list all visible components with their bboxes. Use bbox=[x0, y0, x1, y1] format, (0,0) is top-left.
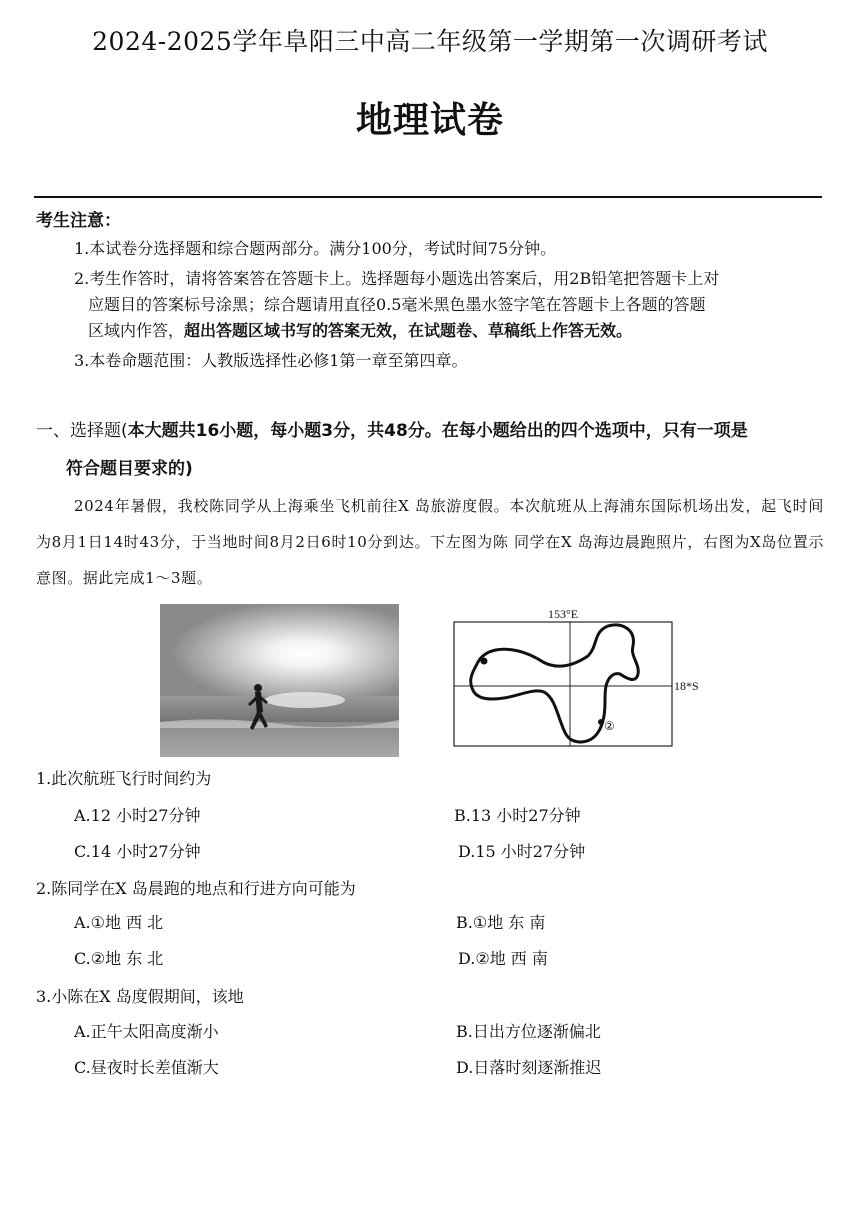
notice-item-1: 1.本试卷分选择题和综合题两部分。满分100分，考试时间75分钟。 bbox=[74, 239, 557, 258]
section-1-line2: 符合题目要求的) bbox=[66, 459, 193, 479]
notice-item-2 bbox=[74, 266, 824, 344]
section-1-prefix: 一、选择题( bbox=[36, 421, 128, 441]
section-1-bold: 本大题共16小题，每小题3分，共48分。在每小题给出的四个选项中，只有一项是 bbox=[127, 421, 748, 441]
question-1-option-b: B.13 小时27分钟 bbox=[454, 806, 581, 825]
question-2-option-b: B.①地 东 南 bbox=[456, 913, 546, 932]
header-divider bbox=[34, 196, 822, 198]
section-1-heading bbox=[36, 412, 826, 488]
question-3-option-c: C.昼夜时长差值渐大 bbox=[74, 1058, 219, 1077]
question-1-option-c: C.14 小时27分钟 bbox=[74, 842, 201, 861]
island-map-svg bbox=[448, 604, 704, 754]
notice-item-2-line3-plain: 区域内作答， bbox=[88, 321, 185, 340]
notice-item-2-line3-bold: 超出答题区域书写的答案无效，在试题卷、草稿纸上作答无效。 bbox=[184, 321, 633, 340]
notice-item-3: 3.本卷命题范围：人教版选择性必修1第一章至第四章。 bbox=[74, 351, 468, 370]
subject-title: 地理试卷 bbox=[355, 100, 504, 141]
question-passage: 2024年暑假，我校陈同学从上海乘坐飞机前往X 岛旅游度假。本次航班从上海浦东国际机场出发，起飞时间为8月1日14时43分，于当地时间8月2日6时10分到达。下左图为陈 同学在X 岛海边晨跑照片，右图为X岛位置示意图。据此完成1～3题。 bbox=[36, 497, 824, 587]
question-3-stem: 3.小陈在X 岛度假期间，该地 bbox=[36, 987, 244, 1006]
question-2-option-c: C.②地 东 北 bbox=[74, 949, 164, 968]
island-location-map bbox=[448, 604, 704, 754]
point-1-marker bbox=[481, 658, 488, 665]
question-1-option-d: D.15 小时27分钟 bbox=[458, 842, 586, 861]
question-3-option-d: D.日落时刻逐渐推迟 bbox=[456, 1058, 602, 1077]
latitude-label: 18*S bbox=[674, 679, 699, 693]
notice-item-2-line2: 应题目的答案标号涂黑；综合题请用直径0.5毫米黑色墨水签字笔在答题卡上各题的答题 bbox=[88, 295, 706, 314]
exam-title: 2024-2025学年阜阳三中高二年级第一学期第一次调研考试 bbox=[92, 27, 768, 56]
notice-item-2-line1: 2.考生作答时，请将答案答在答题卡上。选择题每小题选出答案后，用2B铅笔把答题卡上对 bbox=[74, 269, 720, 288]
longitude-label: 153°E bbox=[548, 607, 579, 621]
notice-list bbox=[74, 236, 824, 378]
question-1-stem: 1.此次航班飞行时间约为 bbox=[36, 769, 212, 788]
notice-heading: 考生注意： bbox=[36, 211, 121, 231]
question-2-stem: 2.陈同学在X 岛晨跑的地点和行进方向可能为 bbox=[36, 879, 356, 898]
question-1-option-a: A.12 小时27分钟 bbox=[74, 806, 201, 825]
point-2-label: ② bbox=[604, 719, 615, 733]
question-3-option-a: A.正午太阳高度渐小 bbox=[74, 1022, 219, 1041]
beach-photo-illustration bbox=[160, 604, 399, 757]
question-2-option-d: D.②地 西 南 bbox=[458, 949, 548, 968]
beach-jogging-photo bbox=[160, 604, 399, 757]
question-2-option-a: A.①地 西 北 bbox=[74, 913, 164, 932]
notice-item-2-line3 bbox=[74, 318, 824, 344]
question-3-option-b: B.日出方位逐渐偏北 bbox=[456, 1022, 601, 1041]
